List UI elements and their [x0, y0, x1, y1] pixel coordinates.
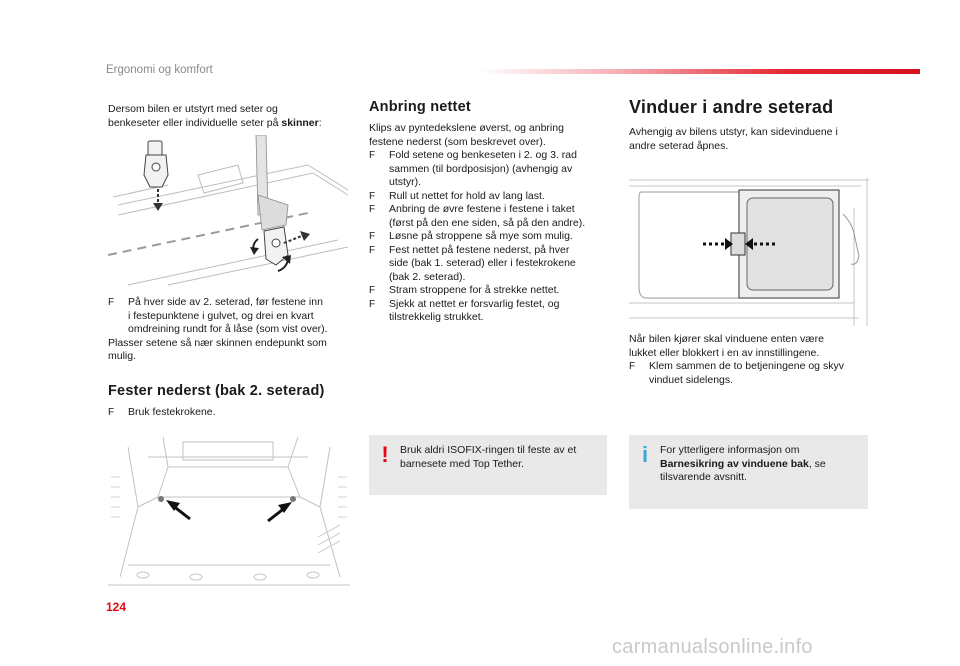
col1-intro-line2 [108, 117, 348, 131]
bullet-line: side (bak 1. seterad) eller i festekrokene [389, 257, 576, 269]
warning-text [400, 444, 600, 471]
col3-para-line1: Når bilen kjører skal vinduene enten være [629, 333, 824, 345]
col1-para-line1: Plasser setene så nær skinnen endepunkt som [108, 336, 327, 349]
col1-para-line2: mulig. [108, 350, 137, 362]
warning-box [369, 435, 607, 495]
bullet-icon: F [108, 297, 115, 308]
bullet-line: Fest nettet på festene nederst, på hver [389, 243, 570, 256]
col2-bullet-4 [369, 230, 609, 244]
col3-body [629, 333, 869, 387]
bullet-line: utstyr). [389, 176, 422, 188]
bullet-icon: F [369, 231, 376, 242]
intro-bold: skinner [281, 116, 319, 129]
bullet-line: i festepunktene i gulvet, og drei en kvart [128, 309, 314, 322]
col3-bullet [629, 360, 869, 387]
col2-bullet-1 [369, 149, 609, 190]
col2-body [369, 122, 609, 325]
bullet-icon: F [108, 407, 115, 418]
intro-suffix: : [318, 116, 322, 129]
bullet-line: tilstrekkelig strukket. [389, 311, 484, 323]
bullet-icon: F [369, 190, 376, 202]
col2-bullet-7 [369, 298, 609, 325]
col2-intro-line1: Klips av pyntedekslene øverst, og anbring [369, 122, 564, 134]
side-window-illustration [629, 178, 869, 326]
col3-para-line2: lukket eller blokkert i en av innstillingene. [629, 346, 820, 359]
col3-intro [629, 126, 869, 153]
col1-intro-line1: Dersom bilen er utstyrt med seter og [108, 103, 278, 115]
info-line: tilsvarende avsnitt. [660, 471, 747, 483]
info-bold: Barnesikring av vinduene bak [660, 457, 809, 470]
seat-rail-fastening-illustration [108, 135, 352, 287]
col3-title: Vinduer i andre seterad [629, 97, 834, 117]
bullet-icon: F [369, 244, 376, 256]
bullet-line: Stram stroppene for å strekke nettet. [389, 284, 560, 296]
bullet-line: Bruk festekrokene. [128, 406, 216, 418]
bullet-line: Sjekk at nettet er forsvarlig festet, og [389, 297, 560, 310]
info-icon: i [641, 442, 649, 467]
cargo-floor-hooks-illustration [108, 437, 350, 589]
col1-section2-title: Fester nederst (bak 2. seterad) [108, 383, 325, 399]
col2-bullet-3 [369, 203, 609, 230]
bullet-icon: F [369, 150, 376, 161]
intro-text: benkeseter eller individuelle seter på [108, 116, 282, 129]
bullet-icon: F [369, 298, 376, 310]
warning-line: barnesete med Top Tether. [400, 457, 524, 470]
warning-line: Bruk aldri ISOFIX-ringen til feste av et [400, 444, 577, 456]
bullet-line: (først på den ene siden, så på den andre). [389, 216, 586, 229]
col1-bullet-1 [108, 296, 354, 337]
col3-intro-line1: Avhengig av bilens utstyr, kan sidevinduene i [629, 126, 838, 138]
bullet-icon: F [369, 204, 376, 215]
info-box [629, 435, 868, 509]
col1-intro [108, 103, 348, 130]
bullet-line: Anbring de øvre festene i festene i taket [389, 203, 575, 215]
bullet-line: Løsne på stroppene så mye som mulig. [389, 230, 573, 242]
warning-icon: ! [381, 442, 389, 467]
bullet-line: sammen (til bordposisjon) (avhengig av [389, 162, 573, 175]
bullet-line: vinduet sidelengs. [649, 373, 734, 386]
bullet-line: På hver side av 2. seterad, før festene inn [128, 296, 323, 308]
watermark: carmanualsonline.info [612, 636, 813, 658]
col2-bullet-5 [369, 244, 609, 285]
info-text [660, 444, 860, 485]
page-number: 124 [106, 600, 127, 614]
col2-bullet-6 [369, 284, 609, 298]
col1-body [108, 296, 354, 364]
bullet-line: Fold setene og benkeseten i 2. og 3. rad [389, 149, 577, 161]
info-suffix: , se [808, 457, 826, 470]
bullet-line: (bak 2. seterad). [389, 270, 466, 283]
bullet-icon: F [629, 361, 636, 372]
bullet-icon: F [369, 285, 376, 296]
col3-intro-line2: andre seterad åpnes. [629, 139, 729, 152]
col2-bullet-2 [369, 190, 609, 204]
col2-intro-line2: festene nederst (som beskrevet over). [369, 135, 546, 148]
info-line: For ytterligere informasjon om [660, 444, 800, 456]
bullet-line: omdreining rundt for å låse (som vist over). [128, 323, 328, 335]
info-line [660, 458, 860, 472]
bullet-line: Rull ut nettet for hold av lang last. [389, 189, 545, 202]
col2-title: Anbring nettet [369, 99, 471, 115]
bullet-line: Klem sammen de to betjeningene og skyv [649, 360, 844, 372]
header-accent-bar [480, 69, 920, 74]
col1-bullet-2 [108, 406, 368, 420]
section-title: Ergonomi og komfort [106, 64, 213, 76]
